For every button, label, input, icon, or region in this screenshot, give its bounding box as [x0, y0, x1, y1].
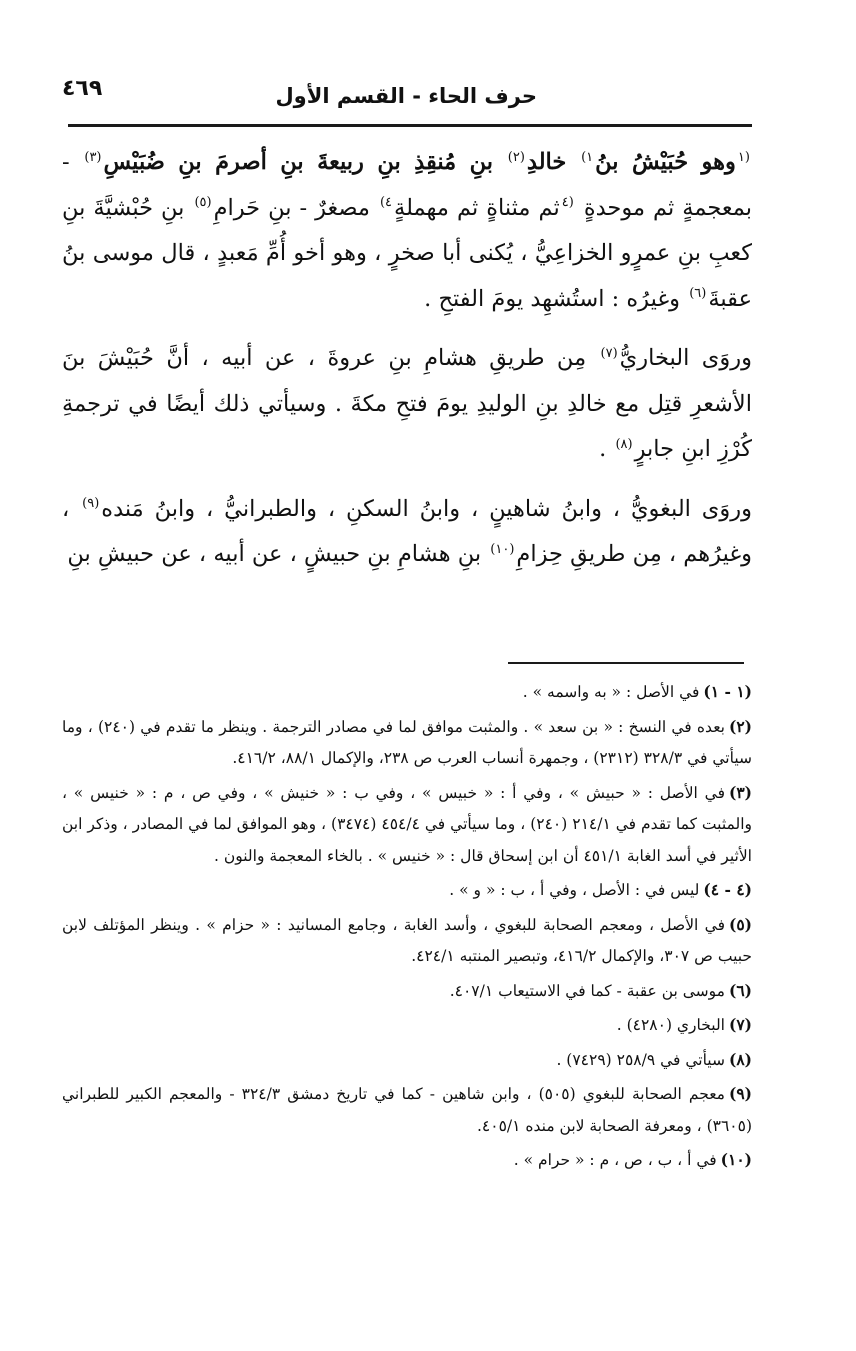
footnote-label: (٥) — [728, 914, 752, 934]
footnote-ref: (١ — [737, 149, 750, 165]
footnote — [62, 874, 752, 907]
footnote — [62, 975, 752, 1008]
running-title: حرف الحاء - القسم الأول — [275, 84, 537, 108]
text-run: خالدِ — [526, 149, 567, 175]
footnote — [62, 711, 752, 775]
footnote — [62, 1044, 752, 1077]
text-run: ، وغيرُهم ، مِن طريقِ حِزامِ — [62, 495, 752, 567]
text-run: مِن طريقِ هشامِ بنِ عروةَ ، عن أبيه ، أنَّ حُبَيْشَ بنَ الأشعرِ قتِل مع خالدِ بنِ الوليدِ يومَ فتحِ مكةَ . وسيأتي ذلك أيضًا في ترجمةِ كُرْزِ ابنِ جابرٍ — [62, 345, 752, 462]
text-run: بنِ هشامِ بنِ حبيشٍ ، عن أبيه ، عن حبيشِ بنِ — [67, 541, 482, 567]
footnote-label: (١ - ١) — [703, 682, 752, 701]
main-text — [62, 140, 752, 596]
footnote-ref: (٦) — [689, 286, 707, 301]
footnote-ref: (٣) — [84, 149, 102, 165]
footnote-label: (٦) — [728, 980, 752, 1000]
footnote-ref: ١) — [581, 149, 594, 165]
footnote-ref: (٢) — [507, 149, 525, 165]
footnote-label: (٢) — [728, 716, 752, 736]
footnote-ref: (٩) — [82, 496, 100, 511]
header-rule — [68, 124, 752, 127]
text-run: بنِ مُنقِذِ بنِ ربيعةَ بنِ أصرمَ بنِ ضُبَيْسِ — [103, 149, 493, 175]
text-run: - بمعجمةٍ ثم موحدةٍ — [62, 149, 752, 221]
footnote — [62, 777, 752, 873]
footnote-label: (٩) — [728, 1084, 752, 1103]
footnote-ref: (١٠) — [490, 541, 515, 557]
footnote-ref: (٧) — [600, 345, 618, 361]
text-run: بنِ حُبْشيَّةَ بنِ كعبِ بنِ عمرٍو الخزاعِيُّ ، يُكنى أبا صخرٍ ، وهو أخو أُمِّ مَعبدٍ ، قال موسى بنُ عقبةَ — [62, 194, 752, 312]
text-run: وروَى البخاريُّ — [619, 345, 752, 371]
text-run: وروَى البغويُّ ، وابنُ شاهينٍ ، وابنُ السكنِ ، والطبرانيُّ ، وابنُ مَنده — [101, 495, 752, 522]
paragraph-1 — [62, 140, 752, 322]
footnote — [62, 1144, 752, 1177]
footnote-label: (١٠) — [720, 1150, 752, 1169]
footnote-ref: (٥) — [194, 195, 212, 210]
footnote-text: معجم الصحابة للبغوي (٥٠٥) ، وابن شاهين - كما في تاريخ دمشق ٣٢٤/٣ - والمعجم الكبير للطبراني (٣٦٠٥) ، ومعرفة الصحابة لابن منده ٤٠٥/١. — [62, 1085, 752, 1135]
footnote — [62, 676, 752, 709]
footnote — [62, 1078, 752, 1142]
footnote-ref: (٨) — [615, 436, 633, 452]
paragraph-2 — [62, 336, 752, 473]
footnote-text: بعده في النسخ : « بن سعد » . والمثبت موافق لما في مصادر الترجمة . وينظر ما تقدم في (٢٤٠) ، وما سيأتي في ٣٢٨/٣ (٢٣١٢) ، وجمهرة أنساب العرب ص ٢٣٨، والإكمال ٨٨/١، ٤١٦/٢. — [62, 717, 752, 767]
footnotes — [62, 676, 752, 1179]
footnote-label: (٨) — [728, 1049, 752, 1069]
footnote-text: في أ ، ب ، ص ، م : « حرام » . — [513, 1151, 717, 1169]
page-header — [62, 70, 752, 126]
footnote-text: في الأصل : « به واسمه » . — [522, 683, 700, 701]
text-run: . — [599, 436, 607, 462]
footnotes-rule — [508, 662, 744, 664]
paragraph-3 — [62, 487, 752, 578]
footnote — [62, 1009, 752, 1042]
text-run: وغيرُه : استُشهِد يومَ الفتحِ . — [424, 285, 681, 312]
footnote-label: (٧) — [728, 1015, 752, 1034]
footnote-text: البخاري (٤٢٨٠) . — [616, 1016, 725, 1034]
footnote-label: (٣) — [728, 782, 752, 802]
text-run: وهو حُبَيْشُ بنُ — [595, 149, 736, 175]
footnote — [62, 909, 752, 973]
footnote-ref: ٤) — [379, 195, 393, 210]
footnote-text: سيأتي في ٢٥٨/٩ (٧٤٢٩) . — [556, 1050, 725, 1069]
footnote-text: في الأصل : « حبيش » ، وفي أ : « خبيس » ، وفي ب : « خنيش » ، وفي ص ، م : « خنيس » ، والمثبت كما تقدم في ٢١٤/١ (٢٤٠) ، وما سيأتي في ٤٥٤/٤ (٣٤٧٤) ، وهو الموافق لما في المصادر ، وذكر ابن الأثير في أسد الغابة ٤٥١/١ أن ابن إسحاق قال : « خنيس » . بالخاء المعجمة والنون . — [62, 783, 752, 865]
footnote-text: ليس في : الأصل ، وفي أ ، ب : « و » . — [449, 881, 700, 899]
footnote-ref: (٤ — [561, 195, 574, 210]
footnote-text: في الأصل ، ومعجم الصحابة للبغوي ، وأسد الغابة ، وجامع المسانيد : « حزام » . وينظر المؤتلف لابن حبيب ص ٣٠٧، والإكمال ٤١٦/٢، وتبصير المنتبه ٤٢٤/١. — [62, 915, 752, 965]
footnote-label: (٤ - ٤) — [703, 880, 752, 899]
page-number: ٤٦٩ — [62, 76, 103, 101]
text-run: ثم مثناةٍ ثم مهملةٍ — [394, 194, 560, 221]
text-run: مصغرٌ - بنِ حَرامِ — [213, 194, 370, 221]
footnote-text: موسى بن عقبة - كما في الاستيعاب ٤٠٧/١. — [449, 981, 725, 1000]
